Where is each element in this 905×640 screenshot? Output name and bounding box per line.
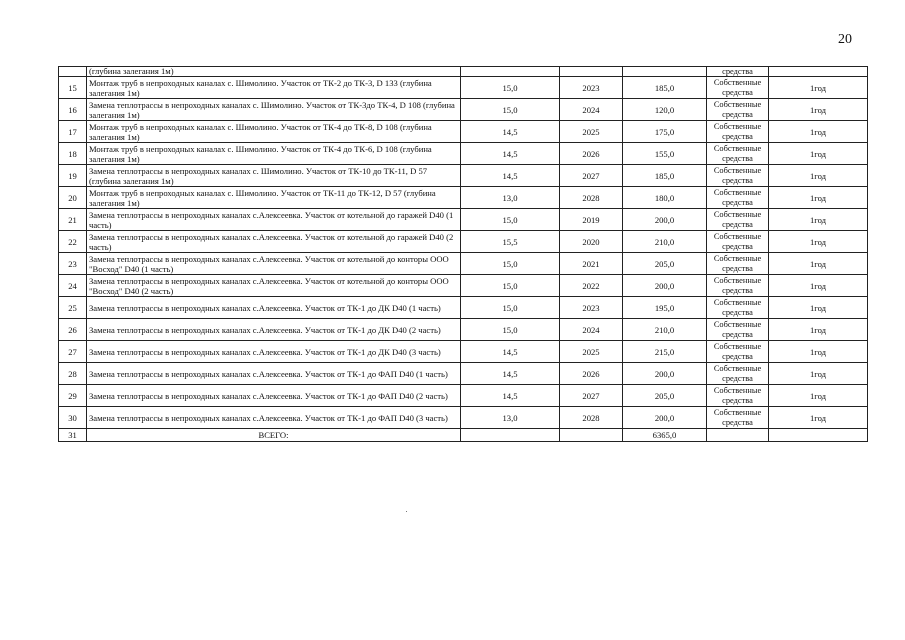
cell-source: Собственные средства [707,121,769,143]
cell-load: 15,0 [461,99,560,121]
cell-term: 1год [769,121,868,143]
cell-source: Собственные средства [707,231,769,253]
cell-term: 1год [769,319,868,341]
cell-cost: 200,0 [623,275,707,297]
cell-description: Замена теплотрассы в непроходных каналах с.Алексеевка. Участок от ТК-1 до ДК D40 (1 часть) [87,297,461,319]
cell-load: 15,0 [461,275,560,297]
cell-no: 19 [59,165,87,187]
total-label: ВСЕГО: [87,429,461,442]
table-row [59,99,868,121]
cell-year: 2023 [560,77,623,99]
cell-no: 27 [59,341,87,363]
cell-description: Монтаж труб в непроходных каналах с. Шимолино. Участок от ТК-4 до ТК-8, D 108 (глубина залегания 1м) [87,121,461,143]
cell-cost: 210,0 [623,319,707,341]
works-table-body [59,67,868,442]
cell-term: 1год [769,187,868,209]
cell-no: 28 [59,363,87,385]
total-cost: 6365,0 [623,429,707,442]
cell-cost: 120,0 [623,99,707,121]
table-row [59,253,868,275]
table-row [59,77,868,99]
cell-year: 2019 [560,209,623,231]
cell-year [560,429,623,442]
table-row [59,187,868,209]
cell-description: (глубина залегания 1м) [87,67,461,77]
table-row [59,407,868,429]
cell-cost: 215,0 [623,341,707,363]
cell-cost: 200,0 [623,363,707,385]
cell-term: 1год [769,363,868,385]
cell-year: 2028 [560,187,623,209]
table-row [59,121,868,143]
cell-cost: 175,0 [623,121,707,143]
cell-no: 26 [59,319,87,341]
total-no: 31 [59,429,87,442]
cell-year: 2023 [560,297,623,319]
table-row [59,297,868,319]
cell-load: 13,0 [461,407,560,429]
cell-description: Монтаж труб в непроходных каналах с. Шимолино. Участок от ТК-4 до ТК-6, D 108 (глубина залегания 1м) [87,143,461,165]
table-row [59,363,868,385]
cell-term: 1год [769,209,868,231]
table-row [59,231,868,253]
cell-source: Собственные средства [707,143,769,165]
table-row [59,341,868,363]
cell-year: 2025 [560,121,623,143]
cell-source: Собственные средства [707,187,769,209]
cell-term: 1год [769,253,868,275]
table-row [59,209,868,231]
cell-source: Собственные средства [707,297,769,319]
cell-description: Монтаж труб в непроходных каналах с. Шимолино. Участок от ТК-2 до ТК-3, D 133 (глубина залегания 1м) [87,77,461,99]
cell-year: 2024 [560,99,623,121]
cell-cost: 210,0 [623,231,707,253]
cell-cost: 200,0 [623,209,707,231]
cell-year: 2020 [560,231,623,253]
cell-year: 2022 [560,275,623,297]
table-row [59,385,868,407]
table-row [59,165,868,187]
cell-description: Замена теплотрассы в непроходных каналах с.Алексеевка. Участок от котельной до гаражей D40 (1 часть) [87,209,461,231]
cell-no: 20 [59,187,87,209]
cell-description: Замена теплотрассы в непроходных каналах с.Алексеевка. Участок от ТК-1 до ФАП D40 (1 часть) [87,363,461,385]
cell-source [707,429,769,442]
cell-year: 2026 [560,143,623,165]
cell-year: 2024 [560,319,623,341]
cell-description: Замена теплотрассы в непроходных каналах с. Шимолино. Участок от ТК-10 до ТК-11, D 57 (глубина залегания 1м) [87,165,461,187]
cell-load: 15,0 [461,319,560,341]
cell-year: 2026 [560,363,623,385]
cell-load: 14,5 [461,341,560,363]
cell-term: 1год [769,143,868,165]
cell-source: Собственные средства [707,363,769,385]
table-row [59,275,868,297]
cell-no: 24 [59,275,87,297]
cell-no [59,67,87,77]
cell-term: 1год [769,99,868,121]
cell-term: 1год [769,407,868,429]
cell-cost: 200,0 [623,407,707,429]
cell-term: 1год [769,77,868,99]
cell-source: средства [707,67,769,77]
cell-description: Замена теплотрассы в непроходных каналах с.Алексеевка. Участок от котельной до конторы ООО "Восход" D40 (1 часть) [87,253,461,275]
cell-description: Монтаж труб в непроходных каналах с. Шимолино. Участок от ТК-11 до ТК-12, D 57 (глубина залегания 1м) [87,187,461,209]
cell-source: Собственные средства [707,253,769,275]
cell-load: 15,0 [461,209,560,231]
cell-load: 14,5 [461,385,560,407]
cell-term: 1год [769,165,868,187]
cell-term: 1год [769,297,868,319]
cell-no: 21 [59,209,87,231]
cell-term: 1год [769,341,868,363]
cell-cost: 180,0 [623,187,707,209]
cell-source: Собственные средства [707,209,769,231]
table-row [59,143,868,165]
cell-year: 2027 [560,165,623,187]
cell-term: 1год [769,231,868,253]
cell-load: 15,0 [461,297,560,319]
cell-description: Замена теплотрассы в непроходных каналах с.Алексеевка. Участок от ТК-1 до ФАП D40 (2 часть) [87,385,461,407]
cell-load: 14,5 [461,121,560,143]
cell-term [769,429,868,442]
cell-year: 2027 [560,385,623,407]
cell-cost: 195,0 [623,297,707,319]
cell-year [560,67,623,77]
cell-source: Собственные средства [707,77,769,99]
cell-cost: 185,0 [623,165,707,187]
cell-cost [623,67,707,77]
cell-description: Замена теплотрассы в непроходных каналах с. Шимолино. Участок от ТК-3до ТК-4, D 108 (глубина залегания 1м) [87,99,461,121]
cell-load: 15,0 [461,77,560,99]
page-number: 20 [838,32,852,47]
cell-cost: 205,0 [623,253,707,275]
cell-no: 16 [59,99,87,121]
cell-load [461,429,560,442]
cell-no: 25 [59,297,87,319]
cell-cost: 185,0 [623,77,707,99]
cell-no: 17 [59,121,87,143]
continued-row [59,67,868,77]
cell-load: 15,0 [461,253,560,275]
cell-source: Собственные средства [707,275,769,297]
cell-source: Собственные средства [707,319,769,341]
cell-load [461,67,560,77]
scan-artifact [406,511,407,512]
cell-year: 2025 [560,341,623,363]
cell-description: Замена теплотрассы в непроходных каналах с.Алексеевка. Участок от ТК-1 до ФАП D40 (3 часть) [87,407,461,429]
works-table [58,66,868,442]
cell-load: 14,5 [461,165,560,187]
cell-load: 14,5 [461,363,560,385]
cell-load: 13,0 [461,187,560,209]
cell-term [769,67,868,77]
cell-source: Собственные средства [707,341,769,363]
cell-description: Замена теплотрассы в непроходных каналах с.Алексеевка. Участок от ТК-1 до ДК D40 (2 часть) [87,319,461,341]
cell-no: 29 [59,385,87,407]
cell-term: 1год [769,275,868,297]
table-row [59,319,868,341]
cell-description: Замена теплотрассы в непроходных каналах с.Алексеевка. Участок от ТК-1 до ДК D40 (3 часть) [87,341,461,363]
cell-source: Собственные средства [707,165,769,187]
cell-no: 15 [59,77,87,99]
cell-no: 30 [59,407,87,429]
cell-source: Собственные средства [707,385,769,407]
total-row [59,429,868,442]
cell-term: 1год [769,385,868,407]
cell-load: 14,5 [461,143,560,165]
cell-year: 2021 [560,253,623,275]
cell-source: Собственные средства [707,407,769,429]
cell-cost: 155,0 [623,143,707,165]
cell-cost: 205,0 [623,385,707,407]
cell-source: Собственные средства [707,99,769,121]
cell-description: Замена теплотрассы в непроходных каналах с.Алексеевка. Участок от котельной до гаражей D40 (2 часть) [87,231,461,253]
cell-no: 23 [59,253,87,275]
cell-description: Замена теплотрассы в непроходных каналах с.Алексеевка. Участок от котельной до конторы ООО "Восход" D40 (2 часть) [87,275,461,297]
cell-no: 22 [59,231,87,253]
cell-load: 15,5 [461,231,560,253]
cell-year: 2028 [560,407,623,429]
cell-no: 18 [59,143,87,165]
